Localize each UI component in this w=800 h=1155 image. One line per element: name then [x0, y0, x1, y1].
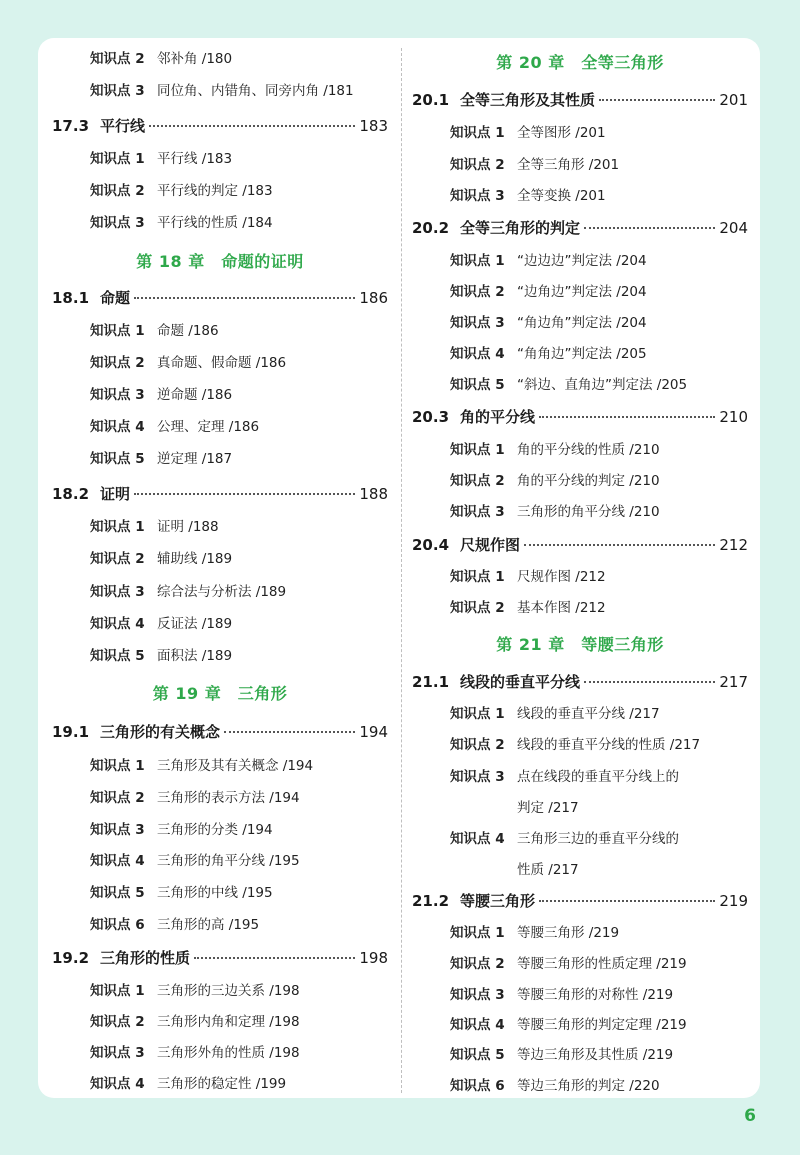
section-17-3[interactable]: 17.3 平行线 183: [52, 117, 388, 135]
list-item[interactable]: 知识点 1 三角形及其有关概念 /194: [90, 758, 314, 774]
list-item[interactable]: 知识点 6 三角形的高 /195: [90, 917, 260, 933]
list-item[interactable]: 知识点 1 角的平分线的性质 /210: [450, 442, 660, 458]
chapter-19-heading: 第 19 章 三角形: [152, 684, 288, 703]
list-item[interactable]: 知识点 4 “角角边”判定法 /205: [450, 346, 647, 362]
list-item[interactable]: 知识点 2 全等三角形 /201: [450, 157, 620, 173]
leader-dots: [134, 493, 355, 495]
list-item[interactable]: 知识点 2 真命题、假命题 /186: [90, 355, 287, 371]
list-item[interactable]: 知识点 3 平行线的性质 /184: [90, 215, 273, 231]
list-item[interactable]: 知识点 1 三角形的三边关系 /198: [90, 983, 300, 999]
list-item[interactable]: 知识点 4 三角形的稳定性 /199: [90, 1076, 287, 1092]
list-item[interactable]: 知识点 3 综合法与分析法 /189: [90, 584, 287, 600]
section-19-2[interactable]: 19.2 三角形的性质 198: [52, 949, 388, 967]
leader-dots: [599, 99, 715, 101]
list-item[interactable]: 知识点 3 等腰三角形的对称性 /219: [450, 987, 674, 1003]
kp-17-2-2[interactable]: 知识点 2 邻补角 /180: [90, 51, 233, 67]
list-item[interactable]: 知识点 1 证明 /188: [90, 519, 219, 535]
section-20-2[interactable]: 20.2 全等三角形的判定 204: [412, 219, 748, 237]
list-item[interactable]: 知识点 1 命题 /186: [90, 323, 219, 339]
list-item-continuation: 性质 /217: [517, 862, 579, 878]
list-item[interactable]: 知识点 5 “斜边、直角边”判定法 /205: [450, 377, 688, 393]
list-item[interactable]: 知识点 3 “角边角”判定法 /204: [450, 315, 647, 331]
list-item[interactable]: 知识点 2 辅助线 /189: [90, 551, 233, 567]
list-item[interactable]: 知识点 3 逆命题 /186: [90, 387, 233, 403]
section-20-4[interactable]: 20.4 尺规作图 212: [412, 536, 748, 554]
section-20-3[interactable]: 20.3 角的平分线 210: [412, 408, 748, 426]
list-item[interactable]: 知识点 2 基本作图 /212: [450, 600, 606, 616]
section-18-2[interactable]: 18.2 证明 188: [52, 485, 388, 503]
leader-dots: [539, 416, 715, 418]
leader-dots: [134, 297, 355, 299]
list-item[interactable]: 知识点 1 全等图形 /201: [450, 125, 606, 141]
list-item[interactable]: 知识点 3 全等变换 /201: [450, 188, 606, 204]
list-item[interactable]: 知识点 1 “边边边”判定法 /204: [450, 253, 647, 269]
list-item[interactable]: 知识点 3 三角形的角平分线 /210: [450, 504, 660, 520]
list-item[interactable]: 知识点 2 等腰三角形的性质定理 /219: [450, 956, 687, 972]
list-item[interactable]: 知识点 2 三角形的表示方法 /194: [90, 790, 300, 806]
section-21-2[interactable]: 21.2 等腰三角形 219: [412, 892, 748, 910]
list-item[interactable]: 知识点 2 角的平分线的判定 /210: [450, 473, 660, 489]
column-divider: [401, 48, 402, 1093]
list-item[interactable]: 知识点 2 三角形内角和定理 /198: [90, 1014, 300, 1030]
list-item[interactable]: 知识点 5 三角形的中线 /195: [90, 885, 273, 901]
leader-dots: [194, 957, 355, 959]
section-19-1[interactable]: 19.1 三角形的有关概念 194: [52, 723, 388, 741]
list-item[interactable]: 知识点 6 等边三角形的判定 /220: [450, 1078, 660, 1094]
leader-dots: [524, 544, 715, 546]
kp-17-2-3[interactable]: 知识点 3 同位角、内错角、同旁内角 /181: [90, 83, 354, 99]
list-item[interactable]: 知识点 1 尺规作图 /212: [450, 569, 606, 585]
list-item[interactable]: 知识点 3 点在线段的垂直平分线上的: [450, 769, 679, 785]
list-item[interactable]: 知识点 3 三角形的分类 /194: [90, 822, 273, 838]
list-item[interactable]: 知识点 2 “边角边”判定法 /204: [450, 284, 647, 300]
leader-dots: [149, 125, 355, 127]
leader-dots: [224, 731, 355, 733]
chapter-21-heading: 第 21 章 等腰三角形: [496, 635, 664, 654]
list-item[interactable]: 知识点 3 三角形外角的性质 /198: [90, 1045, 300, 1061]
list-item[interactable]: 知识点 2 平行线的判定 /183: [90, 183, 273, 199]
chapter-20-heading: 第 20 章 全等三角形: [496, 53, 664, 72]
list-item-continuation: 判定 /217: [517, 800, 579, 816]
section-21-1[interactable]: 21.1 线段的垂直平分线 217: [412, 673, 748, 691]
chapter-18-heading: 第 18 章 命题的证明: [136, 252, 304, 271]
list-item[interactable]: 知识点 1 等腰三角形 /219: [450, 925, 620, 941]
list-item[interactable]: 知识点 1 平行线 /183: [90, 151, 233, 167]
list-item[interactable]: 知识点 4 等腰三角形的判定定理 /219: [450, 1017, 687, 1033]
leader-dots: [584, 227, 715, 229]
section-20-1[interactable]: 20.1 全等三角形及其性质 201: [412, 91, 748, 109]
section-18-1[interactable]: 18.1 命题 186: [52, 289, 388, 307]
list-item[interactable]: 知识点 2 线段的垂直平分线的性质 /217: [450, 737, 701, 753]
leader-dots: [539, 900, 715, 902]
page-number: 6: [744, 1106, 756, 1126]
leader-dots: [584, 681, 715, 683]
list-item[interactable]: 知识点 4 反证法 /189: [90, 616, 233, 632]
list-item[interactable]: 知识点 4 三角形三边的垂直平分线的: [450, 831, 679, 847]
list-item[interactable]: 知识点 4 公理、定理 /186: [90, 419, 260, 435]
list-item[interactable]: 知识点 5 面积法 /189: [90, 648, 233, 664]
list-item[interactable]: 知识点 4 三角形的角平分线 /195: [90, 853, 300, 869]
list-item[interactable]: 知识点 5 等边三角形及其性质 /219: [450, 1047, 674, 1063]
list-item[interactable]: 知识点 1 线段的垂直平分线 /217: [450, 706, 660, 722]
list-item[interactable]: 知识点 5 逆定理 /187: [90, 451, 233, 467]
